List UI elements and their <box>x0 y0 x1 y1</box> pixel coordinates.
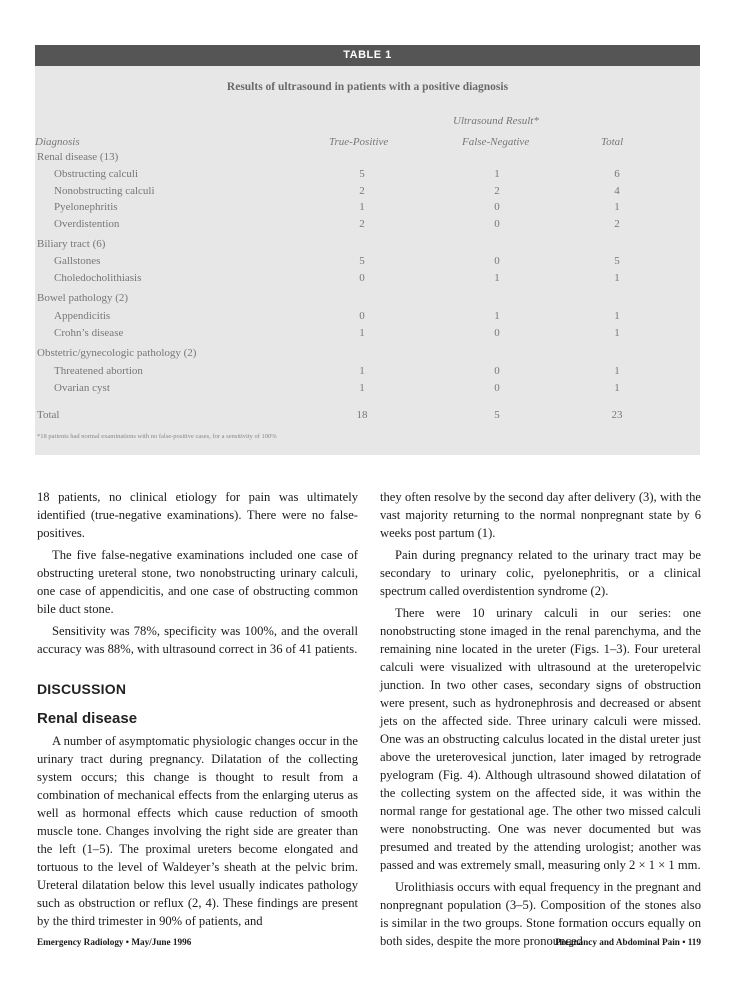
footer-journal: Emergency Radiology • May/June 1996 <box>37 937 192 947</box>
table-row-label: Pyelonephritis <box>54 201 118 213</box>
table-cell-fn: 0 <box>494 255 500 267</box>
table-cell-tp: 0 <box>359 272 365 284</box>
table-cell-total: 1 <box>614 310 620 322</box>
right-paragraph-3: There were 10 urinary calculi in our series: one nonobstructing stone imaged in the renal parenchyma, and the remaining nine located in the ureter (Figs. 1–3). Four ureteral calculi were visualized with ultrasound at the ureteropelvic junction. In two other cases, secondary signs of obstruction were present, such as hydronephrosis and decreased or absent jets on the affected side. Three urinary calculi were missed. One was an obstructing calculus located in the distal ureter just above the ureterovesical junction, later imaged by retrograde pyelogram (Fig. 4). Although ultrasound showed dilatation of the collecting system on the affected side, it was within the normal range for gestational age. The other two missed calculi were nonobstructing. One was never documented but was presumed and treated by the attending urologist; another was passed and was extremely small, measuring only 2 × 1 × 1 mm. <box>380 606 701 872</box>
right-column <box>380 488 701 950</box>
left-column <box>37 488 358 930</box>
table-cell-tp: 2 <box>359 218 365 230</box>
table-group-header: Ultrasound Result* <box>453 115 539 127</box>
table-row-label: Renal disease (13) <box>37 151 119 163</box>
right-paragraph-1: they often resolve by the second day after delivery (3), with the vast majority returning to the normal nonpregnant state by 6 weeks post partum (1). <box>380 490 701 540</box>
table-cell-total: 6 <box>614 168 620 180</box>
table-row-label: Gallstones <box>54 255 101 267</box>
table-row-label: Ovarian cyst <box>54 382 110 394</box>
table-cell-fn: 0 <box>494 382 500 394</box>
table-col-total: Total <box>601 136 624 148</box>
table-cell-tp: 0 <box>359 310 365 322</box>
table-cell-tp: 1 <box>359 201 365 213</box>
table-row-label: Bowel pathology (2) <box>37 292 129 304</box>
table-cell-fn: 0 <box>494 218 500 230</box>
subsection-heading-renal: Renal disease <box>37 710 138 727</box>
table-cell-tp: 18 <box>356 409 368 421</box>
table-cell-tp: 1 <box>359 327 365 339</box>
right-paragraph-2: Pain during pregnancy related to the urinary tract may be secondary to urinary colic, pyelonephritis, or a clinical spectrum called overdistention syndrome (2). <box>380 548 701 598</box>
footer-page: Pregnancy and Abdominal Pain • 119 <box>555 937 701 947</box>
table-row-label: Nonobstructing calculi <box>54 185 155 197</box>
table-cell-fn: 5 <box>494 409 500 421</box>
table-cell-tp: 1 <box>359 365 365 377</box>
table-cell-fn: 1 <box>494 272 500 284</box>
table-cell-tp: 5 <box>359 255 365 267</box>
table-cell-total: 1 <box>614 272 620 284</box>
table-col-false-negative: False-Negative <box>462 136 530 148</box>
left-paragraph-4: A number of asymptomatic physiologic changes occur in the urinary tract during pregnancy. Dilatation of the collecting system occurs; this change is thought to result from a combination of mechanical effects from the enlarging uterus as well as hormonal effects which cause reduction of smooth muscle tone. Changes involving the right side are greater than the left (1–5). The proximal ureters become elongated and tortuous to the level of Waldeyer’s sheath at the pelvic brim. Ureteral dilatation below this level usually indicates pathology such as obstruction or reflux (2, 4). These findings are present by the third trimester in 90% of patients, and <box>37 734 358 928</box>
table-row-label: Biliary tract (6) <box>37 238 106 250</box>
table-row-label: Appendicitis <box>54 310 111 322</box>
table-label: TABLE 1 <box>35 45 700 66</box>
table-row-label: Total <box>37 409 60 421</box>
table-row-label: Obstructing calculi <box>54 168 139 180</box>
table-col-diagnosis: Diagnosis <box>35 136 80 148</box>
left-paragraph-2: The five false-negative examinations included one case of obstructing ureteral stone, two nonobstructing urinary calculi, one case of appendicitis, and one case of obstructing common bile duct stone. <box>37 548 358 616</box>
table-col-true-positive: True-Positive <box>329 136 389 148</box>
table-1 <box>35 45 700 455</box>
section-heading-discussion: DISCUSSION <box>37 681 127 697</box>
table-row-label: Overdistention <box>54 218 120 230</box>
table-cell-total: 4 <box>614 185 620 197</box>
table-footnote: *18 patients had normal examinations with no false-positive cases, for a sensitivity of 100% <box>37 433 277 440</box>
table-row-label: Choledocholithiasis <box>54 272 142 284</box>
table-row-label: Crohn’s disease <box>54 327 124 339</box>
table-cell-fn: 0 <box>494 365 500 377</box>
left-paragraph-1: 18 patients, no clinical etiology for pain was ultimately identified (true-negative examinations). There were no false-positives. <box>37 490 358 540</box>
table-cell-fn: 0 <box>494 201 500 213</box>
table-cell-total: 1 <box>614 201 620 213</box>
table-cell-total: 2 <box>614 218 620 230</box>
table-caption: Results of ultrasound in patients with a positive diagnosis <box>226 81 509 93</box>
table-cell-tp: 1 <box>359 382 365 394</box>
table-cell-tp: 2 <box>359 185 365 197</box>
table-cell-tp: 5 <box>359 168 365 180</box>
table-cell-fn: 1 <box>494 168 500 180</box>
table-row-label: Threatened abortion <box>54 365 143 377</box>
table-cell-fn: 2 <box>494 185 500 197</box>
left-paragraph-3: Sensitivity was 78%, specificity was 100%, and the overall accuracy was 88%, with ultrasound correct in 36 of 41 patients. <box>37 624 358 656</box>
table-row-label: Obstetric/gynecologic pathology (2) <box>37 347 197 359</box>
table-cell-total: 1 <box>614 327 620 339</box>
right-paragraph-4: Urolithiasis occurs with equal frequency in the pregnant and nonpregnant population (3–5). Composition of the stones also is similar in the two groups. Stone formation occurs equally on both sides, despite the more pronounced <box>380 880 701 948</box>
table-cell-total: 5 <box>614 255 620 267</box>
table-cell-total: 1 <box>614 365 620 377</box>
table-cell-fn: 1 <box>494 310 500 322</box>
table-cell-total: 23 <box>611 409 623 421</box>
table-cell-fn: 0 <box>494 327 500 339</box>
table-cell-total: 1 <box>614 382 620 394</box>
